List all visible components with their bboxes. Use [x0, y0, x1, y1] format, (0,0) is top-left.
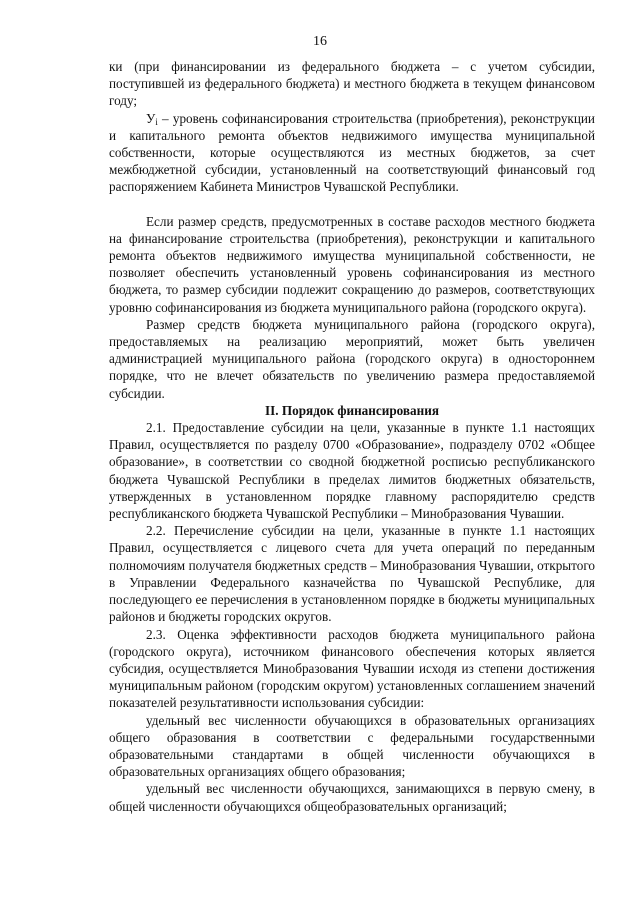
paragraph-gap: [109, 196, 595, 213]
y-definition-text: – уровень софинансирования строительства (приобретения), реконструкции и капитального ремонта объектов недвижимого имущества муниципальной собственности, которые осуществляются из местных бюджетов, за счет межбюджетной субсидии, установленный на соответствующий финансовый год распоряжением Кабинета Министров Чувашской Республики.: [109, 110, 595, 195]
y-subscript: i: [155, 116, 158, 127]
indicator-item-2: удельный вес численности обучающихся, занимающихся в первую смену, в общей численности обучающихся общеобразовательных организаций;: [109, 781, 595, 814]
y-symbol: У: [146, 110, 156, 126]
paragraph-2-2: 2.2. Перечисление субсидии на цели, указанные в пункте 1.1 настоящих Правил, осуществляется с лицевого счета для учета операций по переданным полномочиям получателя бюджетных средств – Минобразования Чувашии, открытого в Управлении Федерального казначейства по Чувашской Республике, для последующего ее перечисления в установленном порядке в бюджеты муниципальных районов и бюджеты городских округов.: [109, 523, 595, 625]
paragraph-budget-increase: Размер средств бюджета муниципального района (городского округа), предоставляемых на реализацию мероприятий, может быть увеличен администрацией муниципального района (городского округа) в одностороннем порядке, что не влечет обязательств по увеличению размера предоставляемой субсидии.: [109, 316, 595, 401]
paragraph-budget-reduction: Если размер средств, предусмотренных в составе расходов местного бюджета на финансирование строительства (приобретения), реконструкции и капитального ремонта объектов недвижимого имущества муниципальной собственности, не позволяет обеспечить установленный уровень софинансирования из местного бюджета, то размер субсидии подлежит сокращению до размеров, соответствующих уровню софинансирования из бюджета муниципального района (городского округа).: [109, 213, 595, 315]
paragraph-continuation: ки (при финансировании из федерального бюджета – с учетом субсидии, поступившей из федерального бюджета) и местного бюджета в текущем финансовом году;: [109, 59, 595, 109]
paragraph-y-definition: [109, 110, 595, 196]
paragraph-2-3: 2.3. Оценка эффективности расходов бюджета муниципального района (городского округа), источником финансового обеспечения которых является субсидия, осуществляется Минобразования Чувашии исходя из степени достижения муниципальным районом (городским округом) установленных соглашением значений показателей результативности использования субсидии:: [109, 626, 595, 711]
page-number: 16: [313, 34, 327, 49]
paragraph-2-1: 2.1. Предоставление субсидии на цели, указанные в пункте 1.1 настоящих Правил, осуществляется по разделу 0700 «Образование», подразделу 0702 «Общее образование», в соответствии со сводной бюджетной росписью республиканского бюджета Чувашской Республики в пределах лимитов бюджетных обязательств, утвержденных в установленном порядке главному распорядителю средств республиканского бюджета Чувашской Республики – Минобразования Чувашии.: [109, 420, 595, 522]
document-body: [109, 58, 595, 815]
indicator-item-1: удельный вес численности обучающихся в образовательных организациях общего образования в соответствии с федеральными государственными образовательными стандартами в общей численности обучающихся в образовательных организациях общего образования;: [109, 712, 595, 780]
section-title: II. Порядок финансирования: [265, 402, 439, 418]
